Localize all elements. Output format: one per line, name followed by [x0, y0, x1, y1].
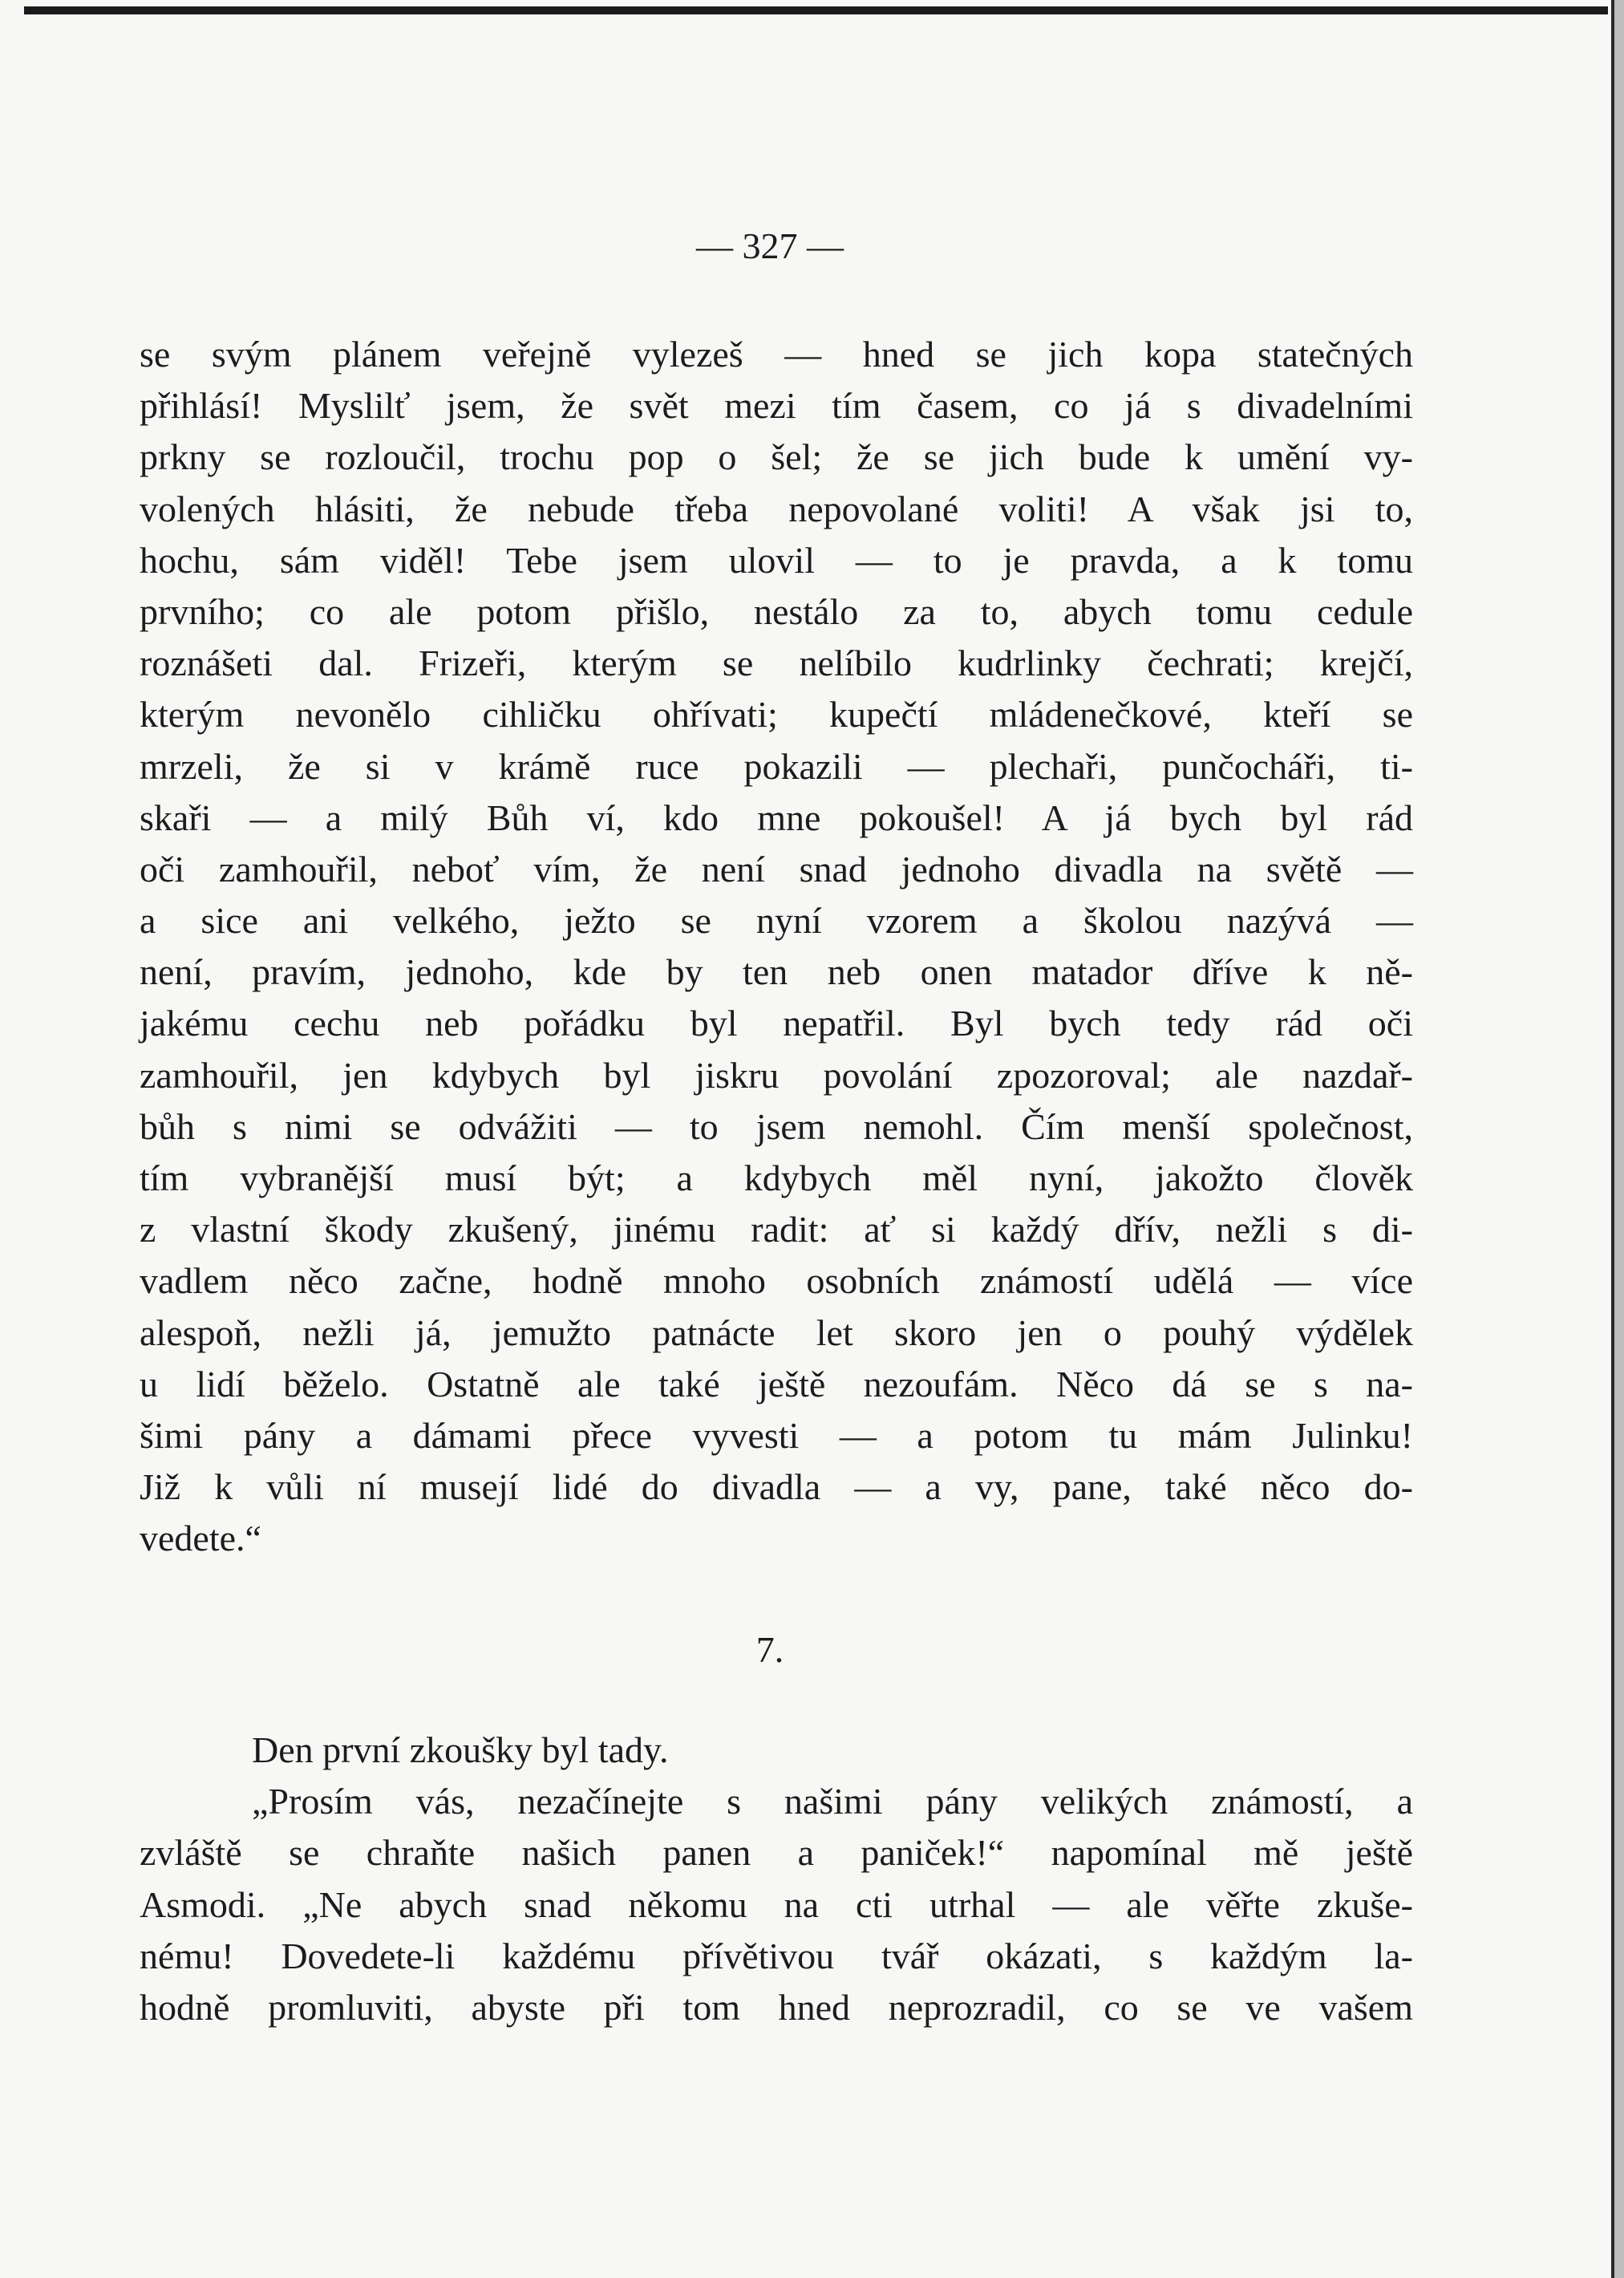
text-line: jakému cechu neb pořádku byl nepatřil. Byl bych tedy rád oči: [140, 1003, 1413, 1044]
text-line: se svým plánem veřejně vylezeš — hned se jich kopa statečných: [140, 334, 1413, 375]
chapter-paragraph: [140, 1725, 1413, 2033]
text-line: Asmodi. „Ne abych snad někomu na cti utrhal — ale věřte zkuše-: [140, 1883, 1413, 1925]
text-line: hochu, sám viděl! Tebe jsem ulovil — to je pravda, a k tomu: [140, 539, 1413, 581]
text-line: u lidí běželo. Ostatně ale také ještě nezoufám. Něco dá se s na-: [140, 1363, 1413, 1404]
text-line: skaři — a milý Bůh ví, kdo mne pokoušel! A já bych byl rád: [140, 796, 1413, 838]
text-line: prkny se rozloučil, trochu pop o šel; že se jich bude k umění vy-: [140, 436, 1413, 478]
text-line: Již k vůli ní musejí lidé do divadla — a vy, pane, také něco do-: [140, 1466, 1413, 1508]
scan-right-edge: [1614, 0, 1624, 2278]
text-line: oči zamhouřil, neboť vím, že není snad jednoho divadla na světě —: [140, 848, 1413, 890]
chapter-heading: 7.: [755, 1629, 784, 1670]
text-line: a sice ani velkého, ježto se nyní vzorem a školou nazývá —: [140, 900, 1413, 942]
text-line: bůh s nimi se odvážiti — to jsem nemohl. Čím menší společnost,: [140, 1105, 1413, 1147]
text-line: vedete.“: [140, 1518, 261, 1559]
text-line: přihlásí! Myslilť jsem, že svět mezi tím časem, co já s divadelními: [140, 385, 1413, 427]
text-line: hodně promluviti, abyste při tom hned neprozradil, co se ve vašem: [140, 1986, 1413, 2028]
page-number: — 327 —: [696, 225, 844, 266]
text-line: kterým nevonělo cihličku ohřívati; kupečtí mládenečkové, kteří se: [140, 694, 1413, 736]
text-line: z vlastní škody zkušený, jinému radit: ať si každý dřív, nežli s di-: [140, 1209, 1413, 1250]
text-line: tím vybranější musí být; a kdybych měl nyní, jakožto člověk: [140, 1157, 1413, 1198]
text-line: nému! Dovedete-li každému přívětivou tvář okázati, s každým la-: [140, 1935, 1413, 1976]
text-line: šimi pány a dámami přece vyvesti — a potom tu mám Julinku!: [140, 1414, 1413, 1456]
text-line: zamhouřil, jen kdybych byl jiskru povolání zpozoroval; ale nazdař-: [140, 1054, 1413, 1096]
scan-top-edge: [24, 6, 1608, 14]
text-line: zvláště se chraňte našich panen a paniček!“ napomínal mě ještě: [140, 1832, 1413, 1874]
text-line: roznášeti dal. Frizeři, kterým se nelíbilo kudrlinky čechrati; krejčí,: [140, 642, 1413, 684]
text-line: není, pravím, jednoho, kde by ten neb onen matador dříve k ně-: [140, 951, 1413, 993]
text-line: „Prosím vás, nezačínejte s našimi pány velikých známostí, a: [252, 1781, 1413, 1822]
text-line: vadlem něco začne, hodně mnoho osobních známostí udělá — více: [140, 1260, 1413, 1302]
text-line: volených hlásiti, že nebude třeba nepovolané voliti! A však jsi to,: [140, 488, 1413, 529]
text-line: mrzeli, že si v krámě ruce pokazili — plechaři, punčocháři, ti-: [140, 745, 1413, 787]
text-line: Den první zkoušky byl tady.: [252, 1729, 669, 1770]
text-line: alespoň, nežli já, jemužto patnácte let skoro jen o pouhý výdělek: [140, 1311, 1413, 1353]
paragraph-continuation: [140, 329, 1413, 1565]
text-line: prvního; co ale potom přišlo, nestálo za to, abych tomu cedule: [140, 590, 1413, 632]
